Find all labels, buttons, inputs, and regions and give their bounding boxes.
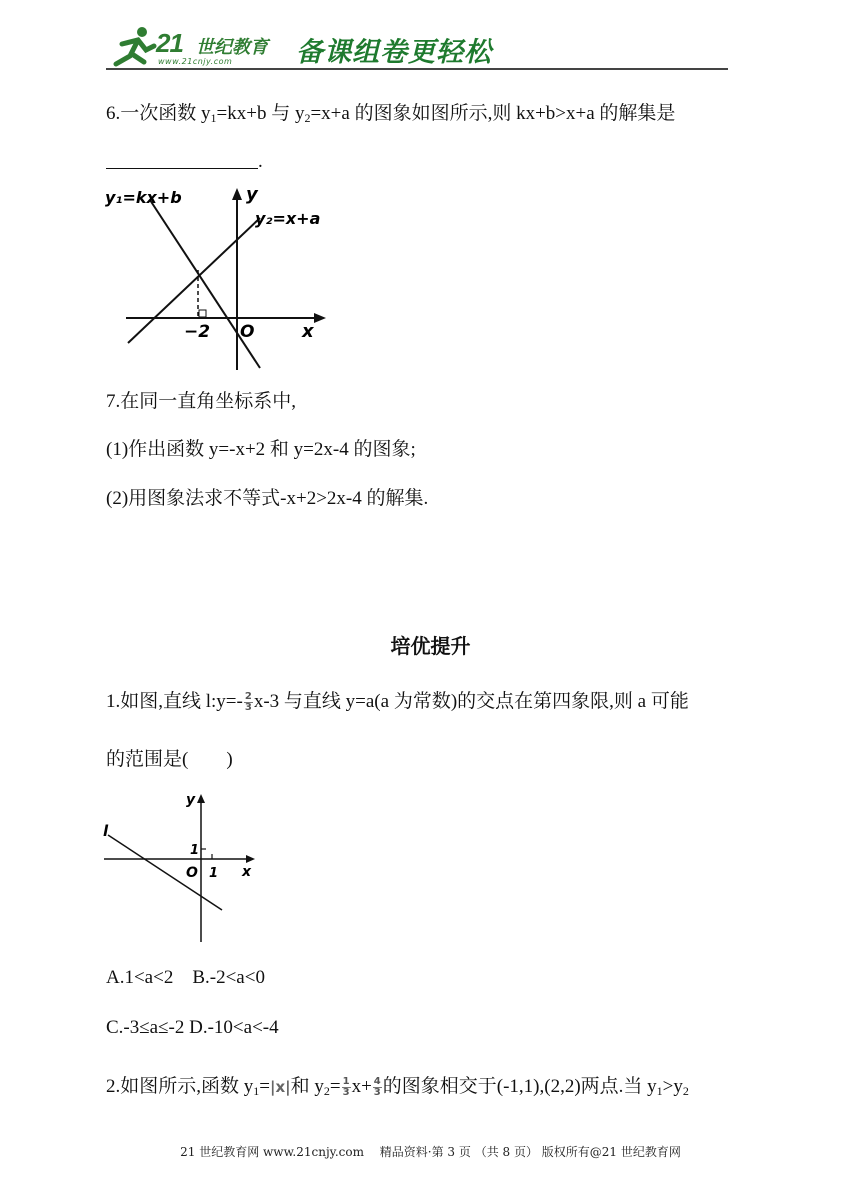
- p1-origin: O: [186, 865, 198, 881]
- p1-line-l: [108, 835, 222, 910]
- q6-label-y2: y₂=x+a: [255, 209, 321, 228]
- p1-options-1: A.1<a<2 B.-2<a<0: [106, 967, 265, 988]
- q7-line1: 7.在同一直角坐标系中,: [106, 391, 297, 412]
- header-divider: [106, 68, 728, 70]
- q6-line-y1: [150, 200, 260, 368]
- page-footer: 21 世纪教育网 www.21cnjy.com 精品资料·第 3 页 （共 8 页） 版权所有@21 世纪教育网: [180, 1145, 681, 1159]
- p1-tick-y: 1: [190, 843, 200, 858]
- runner-logo-icon: [108, 24, 158, 70]
- q6-axis-y: y: [246, 184, 258, 205]
- q6-graph: [100, 180, 340, 375]
- q6-answer-blank: .: [106, 150, 263, 174]
- q6-axis-x: x: [302, 321, 314, 342]
- q6-label-y1: y₁=kx+b: [105, 188, 182, 207]
- p1-line2: 的范围是( ): [106, 749, 233, 770]
- logo-name: 世纪教育: [196, 37, 268, 58]
- p1-axis-x: x: [242, 864, 252, 880]
- logo-url: www.21cnjy.com: [158, 57, 233, 66]
- q6-right-angle-mark: [199, 310, 206, 317]
- p1-graph: [100, 788, 260, 946]
- q6-y-arrow-icon: [232, 188, 242, 200]
- p1-y-arrow-icon: [197, 794, 205, 803]
- p1-label-l: l: [103, 822, 109, 840]
- logo-number: 21: [156, 28, 183, 58]
- p1-axis-y: y: [186, 792, 196, 808]
- p1-fraction: $\frac{2}{3}$: [244, 691, 252, 714]
- q7-line3: (2)用图象法求不等式-x+2>2x-4 的解集.: [106, 488, 429, 509]
- p1-x-arrow-icon: [246, 855, 255, 863]
- q7-line2: (1)作出函数 y=-x+2 和 y=2x-4 的图象;: [106, 439, 416, 460]
- q6-tick: −2: [184, 322, 211, 342]
- section-heading: 培优提升: [390, 634, 471, 658]
- p1-options-2: C.-3≤a≤-2 D.-10<a<-4: [106, 1017, 279, 1038]
- q6-x-arrow-icon: [314, 313, 326, 323]
- p1-text: 1.如图,直线 l:y=- $\frac{2}{3}$ x-3 与直线 y=a(a 为常数)的交点在第四象限,则 a 可能: [106, 691, 689, 714]
- q6-text: 6.一次函数 $y_1=kx+b$ 与 $y_2=x+a$ 的图象如图所示,则 kx+b>x+a 的解集是: [106, 103, 676, 125]
- p1-tick-x: 1: [209, 866, 219, 881]
- header-slogan: 备课组卷更轻松: [296, 37, 492, 68]
- p2-text: 2.如图所示,函数 $y_1=|x|$和 $y_2=$ $\frac{1}{3}$ x+ $\frac{4}{3}$ 的图象相交于(-1,1),(2,2)两点.当 $y_1>y_2$: [106, 1076, 689, 1099]
- q6-origin: O: [240, 322, 255, 342]
